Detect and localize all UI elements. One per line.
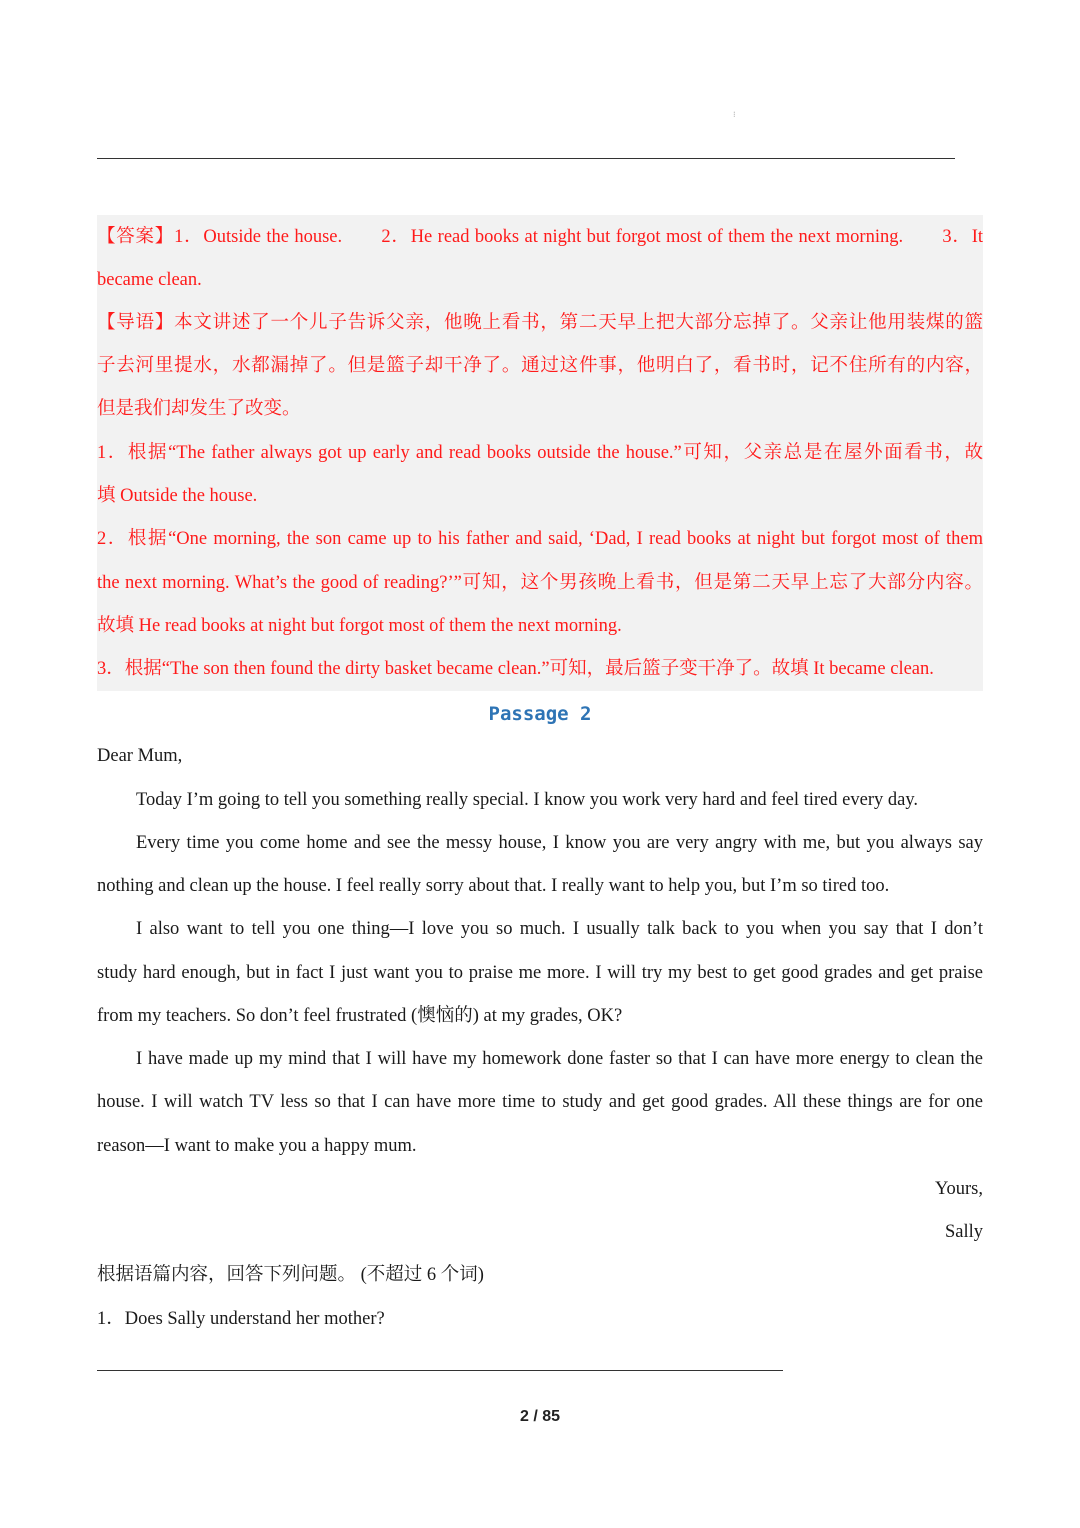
- question-1: 1．Does Sally understand her mother?: [97, 1309, 385, 1329]
- letter-line: study hard enough, but in fact I just want you to praise me more. I will try my best to get good grades and get praise: [97, 963, 983, 983]
- letter-line: nothing and clean up the house. I feel really sorry about that. I really want to help you, but I’m so tired too.: [97, 876, 890, 896]
- answer-line: 【答案】1．Outside the house. 2．He read books at night but forgot most of them the next morning. 3．It: [97, 227, 983, 247]
- question-instruction: 根据语篇内容，回答下列问题。 (不超过 6 个词): [97, 1265, 484, 1285]
- passage-title: Passage 2: [488, 703, 592, 725]
- explanation-line: 2．根据“One morning, the son came up to his father and said, ‘Dad, I read books at night but forgot most of them: [97, 529, 983, 549]
- guide-line: 【导语】本文讲述了一个儿子告诉父亲，他晚上看书，第二天早上把大部分忘掉了。父亲让他用装煤的篮: [97, 313, 983, 333]
- header-mark: ⁝: [733, 110, 736, 119]
- answer-line-blank: [97, 1370, 783, 1371]
- explanation-line: 填 Outside the house.: [97, 486, 258, 506]
- answer-line: became clean.: [97, 270, 202, 290]
- explanation-line: 3．根据“The son then found the dirty basket became clean.”可知，最后篮子变干净了。故填 It became clean.: [97, 659, 934, 679]
- letter-greeting: Dear Mum,: [97, 746, 183, 766]
- guide-line: 子去河里提水，水都漏掉了。但是篮子却干净了。通过这件事，他明白了，看书时，记不住所有的内容，: [97, 356, 983, 376]
- page-number: 2 / 85: [519, 1408, 561, 1425]
- letter-line: Every time you come home and see the messy house, I know you are very angry with me, but you always say: [136, 833, 983, 853]
- explanation-line: the next morning. What’s the good of reading?’”可知，这个男孩晚上看书，但是第二天早上忘了大部分内容。: [97, 573, 983, 593]
- letter-line: house. I will watch TV less so that I can have more time to study and get good grades. All these things are for one: [97, 1092, 983, 1112]
- letter-line: reason—I want to make you a happy mum.: [97, 1136, 417, 1156]
- letter-signature: Sally: [944, 1222, 983, 1242]
- guide-line: 但是我们却发生了改变。: [97, 399, 301, 419]
- header-rule: [97, 158, 955, 159]
- letter-line: Today I’m going to tell you something really special. I know you work very hard and feel tired every day.: [136, 790, 918, 810]
- letter-line: I also want to tell you one thing—I love you so much. I usually talk back to you when you say that I don’t: [136, 919, 983, 939]
- explanation-line: 故填 He read books at night but forgot most of them the next morning.: [97, 616, 622, 636]
- explanation-line: 1．根据“The father always got up early and read books outside the house.”可知，父亲总是在屋外面看书，故: [97, 443, 983, 463]
- letter-line: I have made up my mind that I will have my homework done faster so that I can have more energy to clean the: [136, 1049, 983, 1069]
- letter-line: from my teachers. So don’t feel frustrated (懊恼的) at my grades, OK?: [97, 1006, 623, 1026]
- letter-closing: Yours,: [935, 1179, 983, 1199]
